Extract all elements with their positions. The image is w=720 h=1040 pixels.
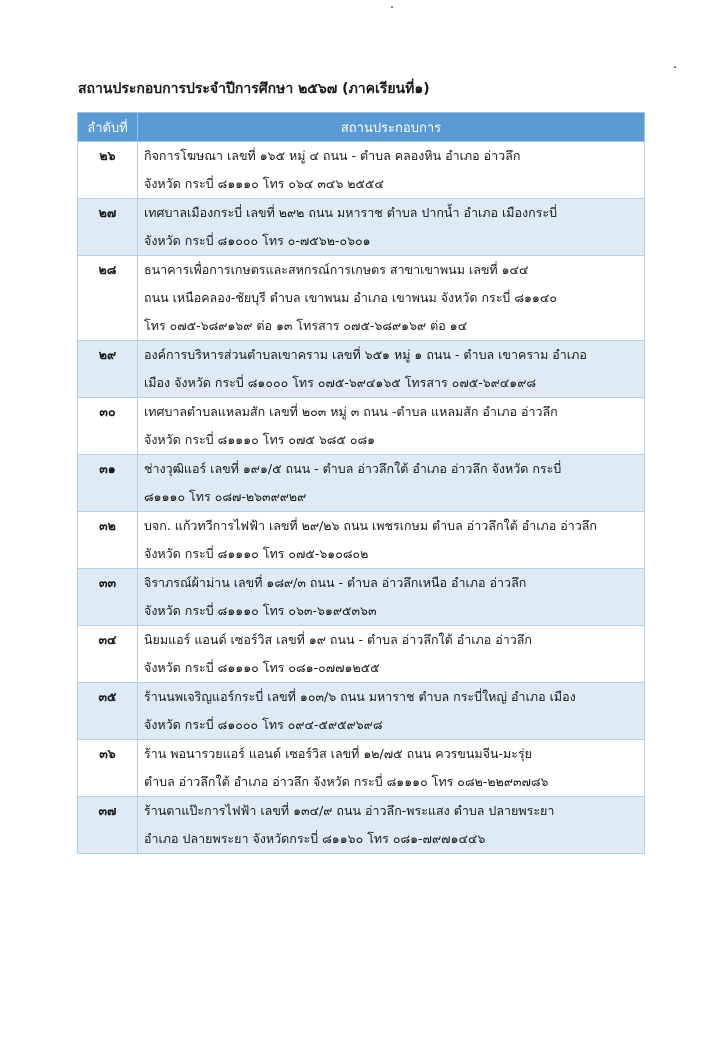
- table-row: [78, 398, 645, 455]
- establishment-line: ธนาคารเพื่อการเกษตรและสหกรณ์การเกษตร สาขาเขาพนม เลขที่ ๑๔๔: [144, 262, 529, 277]
- row-number: ๒๖: [78, 142, 138, 199]
- establishment-line: ช่างวุฒิแอร์ เลขที่ ๑๙๑/๕ ถนน - ตำบล อ่าวลึกใต้ อำเภอ อ่าวลึก จังหวัด กระบี่: [144, 461, 562, 476]
- establishment-details: [138, 341, 645, 398]
- table-body: [78, 142, 645, 854]
- establishment-details: [138, 569, 645, 626]
- row-number: ๓๔: [78, 626, 138, 683]
- row-number: ๓๓: [78, 569, 138, 626]
- table-row: [78, 626, 645, 683]
- row-number: ๒๗: [78, 199, 138, 256]
- establishment-details: [138, 626, 645, 683]
- row-number: ๓๑: [78, 455, 138, 512]
- establishment-details: [138, 740, 645, 797]
- establishment-line: อำเภอ ปลายพระยา จังหวัดกระบี่ ๘๑๑๖๐ โทร ๐๘๑-๗๙๗๑๔๔๖: [144, 831, 486, 846]
- row-number: ๒๙: [78, 341, 138, 398]
- row-number: ๒๘: [78, 256, 138, 341]
- table-row: [78, 256, 645, 341]
- table-row: [78, 797, 645, 854]
- table-header-row: [78, 113, 645, 142]
- establishment-line: ร้านตาแป๊ะการไฟฟ้า เลขที่ ๑๓๔/๙ ถนน อ่าวลึก-พระแสง ตำบล ปลายพระยา: [144, 803, 555, 818]
- table-row: [78, 142, 645, 199]
- establishment-details: [138, 683, 645, 740]
- column-header-number: ลำดับที่: [78, 113, 138, 142]
- establishment-details: [138, 398, 645, 455]
- establishment-line: จังหวัด กระบี่ ๘๑๑๑๐ โทร ๐๗๕-๖๑๐๘๐๒: [144, 546, 369, 561]
- column-header-establishment: สถานประกอบการ: [138, 113, 645, 142]
- establishment-line: เทศบาลตำบลแหลมสัก เลขที่ ๒๐๓ หมู่ ๓ ถนน -ตำบล แหลมสัก อำเภอ อ่าวลึก: [144, 404, 558, 419]
- establishment-details: [138, 256, 645, 341]
- establishment-details: [138, 455, 645, 512]
- decorative-dot: [674, 66, 676, 68]
- table-row: [78, 740, 645, 797]
- table-row: [78, 512, 645, 569]
- establishment-line: ๘๑๑๑๐ โทร ๐๘๗-๒๖๓๙๙๒๙: [144, 489, 307, 504]
- row-number: ๓๕: [78, 683, 138, 740]
- establishment-details: [138, 199, 645, 256]
- establishment-line: กิจการโฆษณา เลขที่ ๑๖๕ หมู่ ๔ ถนน - ตำบล คลองหิน อำเภอ อ่าวลึก: [144, 148, 521, 163]
- establishment-line: จังหวัด กระบี่ ๘๑๐๐๐ โทร ๐๙๔-๕๙๕๙๖๙๘: [144, 717, 383, 732]
- establishment-details: [138, 797, 645, 854]
- row-number: ๓๖: [78, 740, 138, 797]
- table-row: [78, 569, 645, 626]
- establishment-line: ร้าน พอนารวยแอร์ แอนด์ เซอร์วิส เลขที่ ๑๒/๗๕ ถนน ควรขนมจีน-มะรุ่ย: [144, 746, 533, 761]
- establishment-line: โทร ๐๗๕-๖๘๙๑๖๙ ต่อ ๑๓ โทรสาร ๐๗๕-๖๘๙๑๖๙ ต่อ ๑๔: [144, 318, 468, 333]
- establishment-line: บจก. แก้วทวีการไฟฟ้า เลขที่ ๒๙/๒๖ ถนน เพชรเกษม ตำบล อ่าวลึกใต้ อำเภอ อ่าวลึก: [144, 518, 598, 533]
- row-number: ๓๒: [78, 512, 138, 569]
- establishment-line: จังหวัด กระบี่ ๘๑๑๑๐ โทร ๐๖๔ ๓๔๖ ๒๕๕๔: [144, 176, 384, 191]
- decorative-dot: [391, 6, 393, 8]
- establishment-line: จังหวัด กระบี่ ๘๑๑๑๐ โทร ๐๖๓-๖๑๙๕๓๖๓: [144, 603, 377, 618]
- table-row: [78, 199, 645, 256]
- establishments-table: [77, 112, 645, 854]
- establishment-line: เทศบาลเมืองกระบี่ เลขที่ ๒๙๒ ถนน มหาราช ตำบล ปากน้ำ อำเภอ เมืองกระบี่: [144, 205, 558, 220]
- establishment-line: จิราภรณ์ผ้าม่าน เลขที่ ๑๘๙/๓ ถนน - ตำบล อ่าวลึกเหนือ อำเภอ อ่าวลึก: [144, 575, 527, 590]
- table-row: [78, 341, 645, 398]
- establishment-line: จังหวัด กระบี่ ๘๑๐๐๐ โทร ๐-๗๕๖๒-๐๖๐๑: [144, 233, 371, 248]
- table-row: [78, 683, 645, 740]
- establishment-line: จังหวัด กระบี่ ๘๑๑๑๐ โทร ๐๗๕ ๖๘๕ ๐๘๑: [144, 432, 376, 447]
- establishment-line: ตำบล อ่าวลึกใต้ อำเภอ อ่าวลึก จังหวัด กระบี่ ๘๑๑๑๐ โทร ๐๘๒-๒๒๙๓๗๘๖: [144, 774, 549, 789]
- table-row: [78, 455, 645, 512]
- row-number: ๓๐: [78, 398, 138, 455]
- establishment-line: ถนน เหนือคลอง-ชัยบุรี ตำบล เขาพนม อำเภอ เขาพนม จังหวัด กระบี่ ๘๑๑๔๐: [144, 290, 557, 305]
- establishment-details: [138, 142, 645, 199]
- establishment-line: เมือง จังหวัด กระบี่ ๘๑๐๐๐ โทร ๐๗๕-๖๙๔๑๖๕ โทรสาร ๐๗๕-๖๙๔๑๙๘: [144, 375, 536, 390]
- establishment-line: นิยมแอร์ แอนด์ เซอร์วิส เลขที่ ๑๙ ถนน - ตำบล อ่าวลึกใต้ อำเภอ อ่าวลึก: [144, 632, 532, 647]
- establishment-details: [138, 512, 645, 569]
- row-number: ๓๗: [78, 797, 138, 854]
- establishment-line: องค์การบริหารส่วนตำบลเขาคราม เลขที่ ๖๕๑ หมู่ ๑ ถนน - ตำบล เขาคราม อำเภอ: [144, 347, 587, 362]
- page-title: สถานประกอบการประจำปีการศึกษา ๒๕๖๗ (ภาคเรียนที่๑): [78, 81, 430, 97]
- establishment-line: ร้านนพเจริญแอร์กระบี่ เลขที่ ๑๐๓/๖ ถนน มหาราช ตำบล กระบี่ใหญ่ อำเภอ เมือง: [144, 689, 576, 704]
- establishment-line: จังหวัด กระบี่ ๘๑๑๑๐ โทร ๐๘๑-๐๗๗๑๒๕๕: [144, 660, 380, 675]
